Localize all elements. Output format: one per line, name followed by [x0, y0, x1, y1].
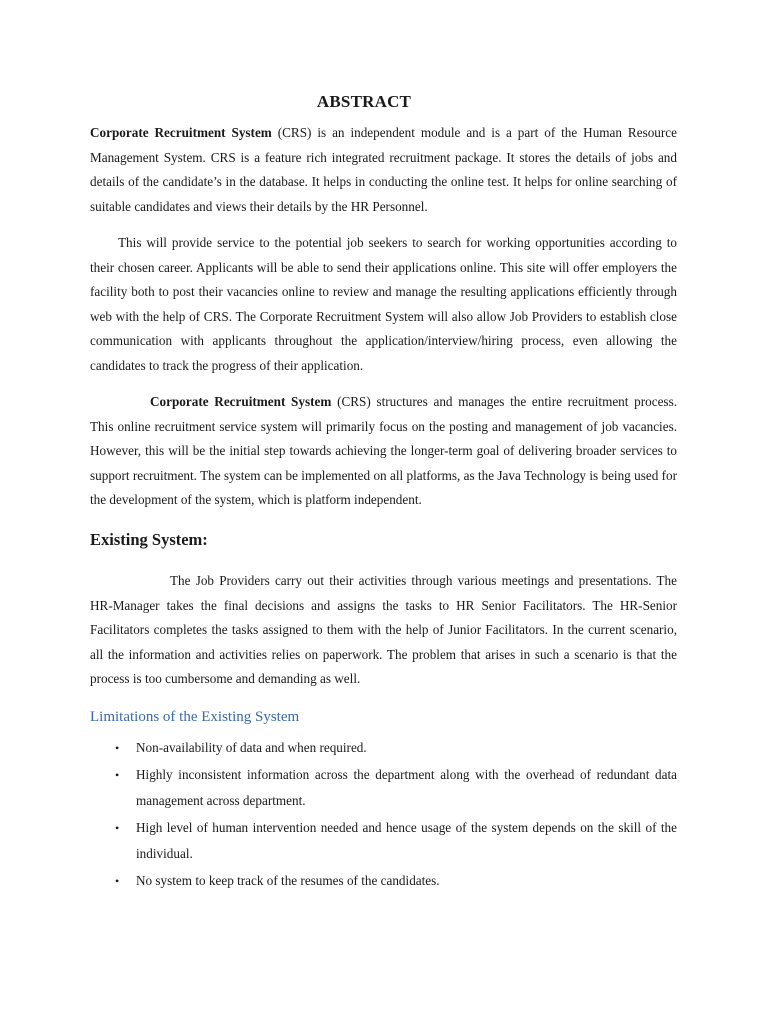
- list-item: • Highly inconsistent information across the department along with the overhead of redundant data management across department.: [90, 762, 677, 815]
- existing-system-heading: Existing System:: [90, 530, 208, 549]
- bullet-icon: •: [115, 741, 120, 755]
- paragraph-3-text: (CRS) structures and manages the entire recruitment process. This online recruitment service system will primarily focus on the posting and management of job vacancies. However, this will be the initial step towards achieving the longer-term goal of delivering broader services to support recruitment. The system can be implemented on all platforms, as the Java Technology is being used for the development of the system, which is platform independent.: [90, 394, 677, 508]
- paragraph-1-text: (CRS) is an independent module and is a part of the Human Resource Management System. CRS is a feature rich integrated recruitment package. It stores the details of jobs and details of the candidate’s in the database. It helps in conducting the online test. It helps for online searching of suitable candidates and views their details by the HR Personnel.: [90, 125, 677, 214]
- crs-bold-term: Corporate Recruitment System: [90, 125, 272, 140]
- list-item: • Non-availability of data and when required.: [90, 735, 677, 762]
- bullet-icon: •: [115, 873, 120, 888]
- existing-system-paragraph: The Job Providers carry out their activities through various meetings and presentations. The HR-Manager takes the final decisions and assigns the tasks to HR Senior Facilitators. The HR-Senior Facilitators completes the tasks assigned to them with the help of Junior Facilitators. In the current scenario, all the information and activities relies on paperwork. The problem that arises in such a scenario is that the process is too cumbersome and demanding as well.: [90, 573, 677, 687]
- bullet-icon: •: [115, 820, 120, 835]
- limitations-heading: Limitations of the Existing System: [90, 709, 300, 725]
- bullet-icon: •: [115, 767, 120, 782]
- crs-bold-term: Corporate Recruitment System: [150, 394, 332, 409]
- limitations-list: [90, 735, 677, 894]
- list-item: • High level of human intervention needed and hence usage of the system depends on the skill of the individual.: [90, 815, 677, 868]
- abstract-paragraph-1: [90, 121, 677, 219]
- abstract-paragraph-2: This will provide service to the potential job seekers to search for working opportunities according to their chosen career. Applicants will be able to send their applications online. This site will offer employers the facility both to post their vacancies online to review and manage the resulting applications efficiently through web with the help of CRS. The Corporate Recruitment System will also allow Job Providers to establish close communication with applicants throughout the application/interview/hiring process, even allowing the candidates to track the progress of their application.: [90, 235, 677, 373]
- abstract-title: ABSTRACT: [316, 92, 412, 111]
- list-item: • No system to keep track of the resumes of the candidates.: [90, 868, 677, 895]
- abstract-paragraph-3: [90, 390, 677, 513]
